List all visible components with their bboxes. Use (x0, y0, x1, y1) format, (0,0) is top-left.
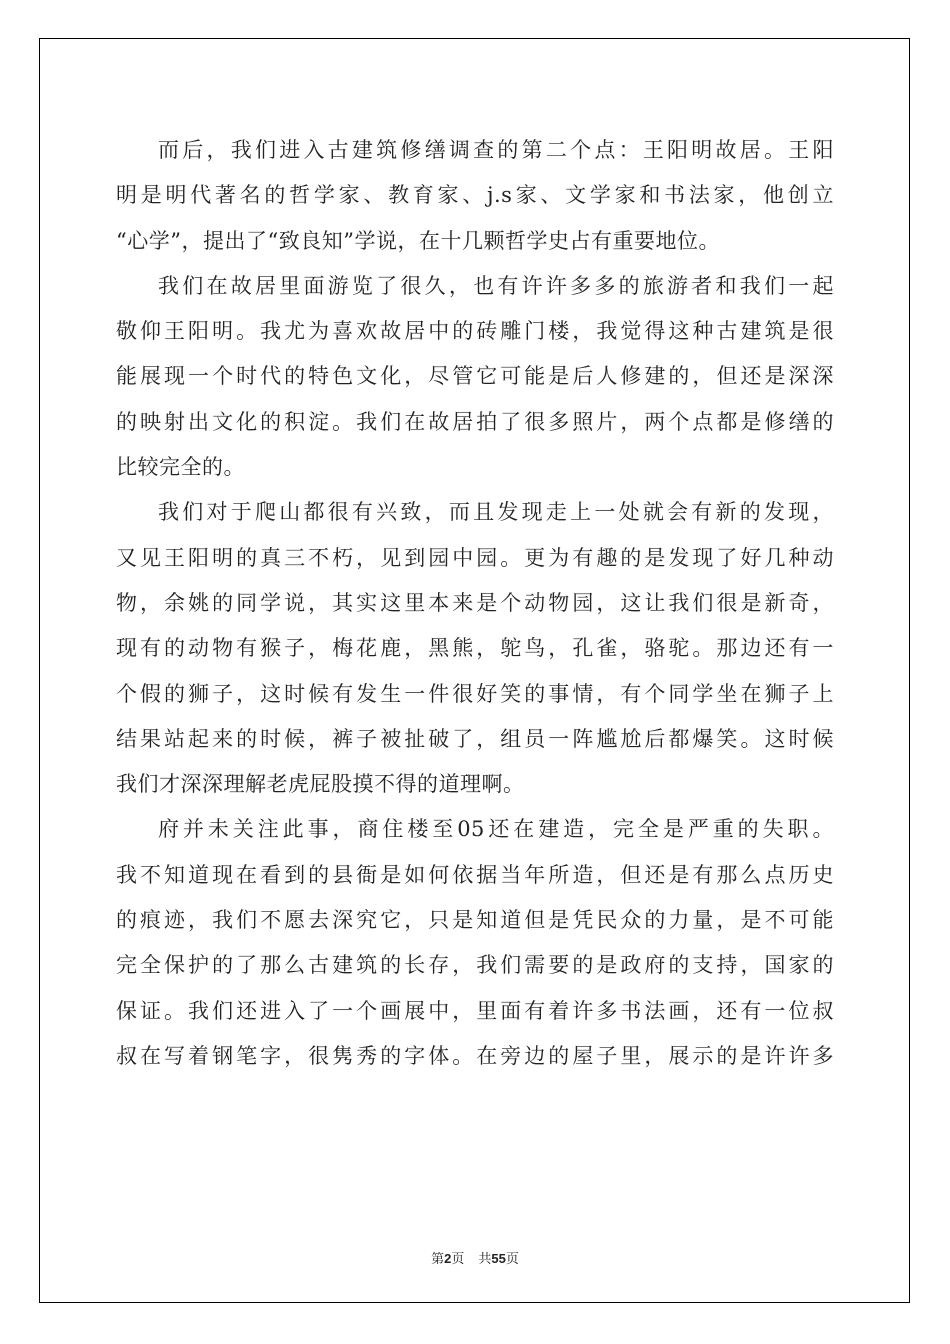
text-line: 我不知道现在看到的县衙是如何依据当年所造，但还是有那么点历史 (116, 862, 834, 887)
total-pages: 55 (491, 1251, 506, 1266)
page-suffix: 页 (451, 1252, 465, 1267)
text-line: 的痕迹，我们不愿去深究它，只是知道但是凭民众的力量，是不可能 (116, 908, 834, 933)
total-prefix: 共 (478, 1252, 492, 1267)
page-footer (0, 1248, 950, 1267)
page-prefix: 第 (431, 1252, 445, 1267)
text-line: 府并未关注此事，商住楼至05还在建造，完全是严重的失职。 (158, 817, 834, 842)
text-line: 我们才深深理解老虎屁股摸不得的道理啊。 (116, 772, 525, 797)
text-line: 个假的狮子，这时候有发生一件很好笑的事情，有个同学坐在狮子上 (116, 681, 834, 706)
text-line: 我们在故居里面游览了很久，也有许许多多的旅游者和我们一起 (158, 273, 834, 298)
paragraph-1 (116, 128, 834, 264)
text-line: 物，余姚的同学说，其实这里本来是个动物园，这让我们很是新奇， (116, 590, 834, 615)
total-suffix: 页 (505, 1252, 519, 1267)
text-line: 完全保护的了那么古建筑的长存，我们需要的是政府的支持，国家的 (116, 953, 834, 978)
text-line: 明是明代著名的哲学家、教育家、j.s家、文学家和书法家，他创立 (116, 183, 834, 208)
text-line: 比较完全的。 (116, 455, 245, 480)
page-number: 2 (444, 1251, 452, 1266)
text-line: 能展现一个时代的特色文化，尽管它可能是后人修建的，但还是深深 (116, 364, 834, 389)
text-line: 结果站起来的时候，裤子被扯破了，组员一阵尴尬后都爆笑。这时候 (116, 726, 834, 751)
text-line: 叔在写着钢笔字，很隽秀的字体。在旁边的屋子里，展示的是许许多 (116, 1043, 834, 1068)
paragraph-4 (116, 807, 834, 1079)
text-line: 而后，我们进入古建筑修缮调查的第二个点：王阳明故居。王阳 (158, 138, 834, 162)
paragraph-3 (116, 490, 834, 807)
text-line: 现有的动物有猴子，梅花鹿，黑熊，鸵鸟，孔雀，骆驼。那边还有一 (116, 636, 834, 661)
text-line: 的映射出文化的积淀。我们在故居拍了很多照片，两个点都是修缮的 (116, 409, 834, 434)
text-line: 我们对于爬山都很有兴致，而且发现走上一处就会有新的发现， (158, 500, 834, 525)
text-line: “心学”，提出了“致良知”学说，在十几颗哲学史占有重要地位。 (116, 228, 720, 253)
text-line: 敬仰王阳明。我尤为喜欢故居中的砖雕门楼，我觉得这种古建筑是很 (116, 319, 834, 344)
text-line: 又见王阳明的真三不朽，见到园中园。更为有趣的是发现了好几种动 (116, 545, 834, 570)
text-line: 保证。我们还进入了一个画展中，里面有着许多书法画，还有一位叔 (116, 998, 834, 1023)
document-body (116, 128, 834, 1079)
paragraph-2 (116, 264, 834, 490)
